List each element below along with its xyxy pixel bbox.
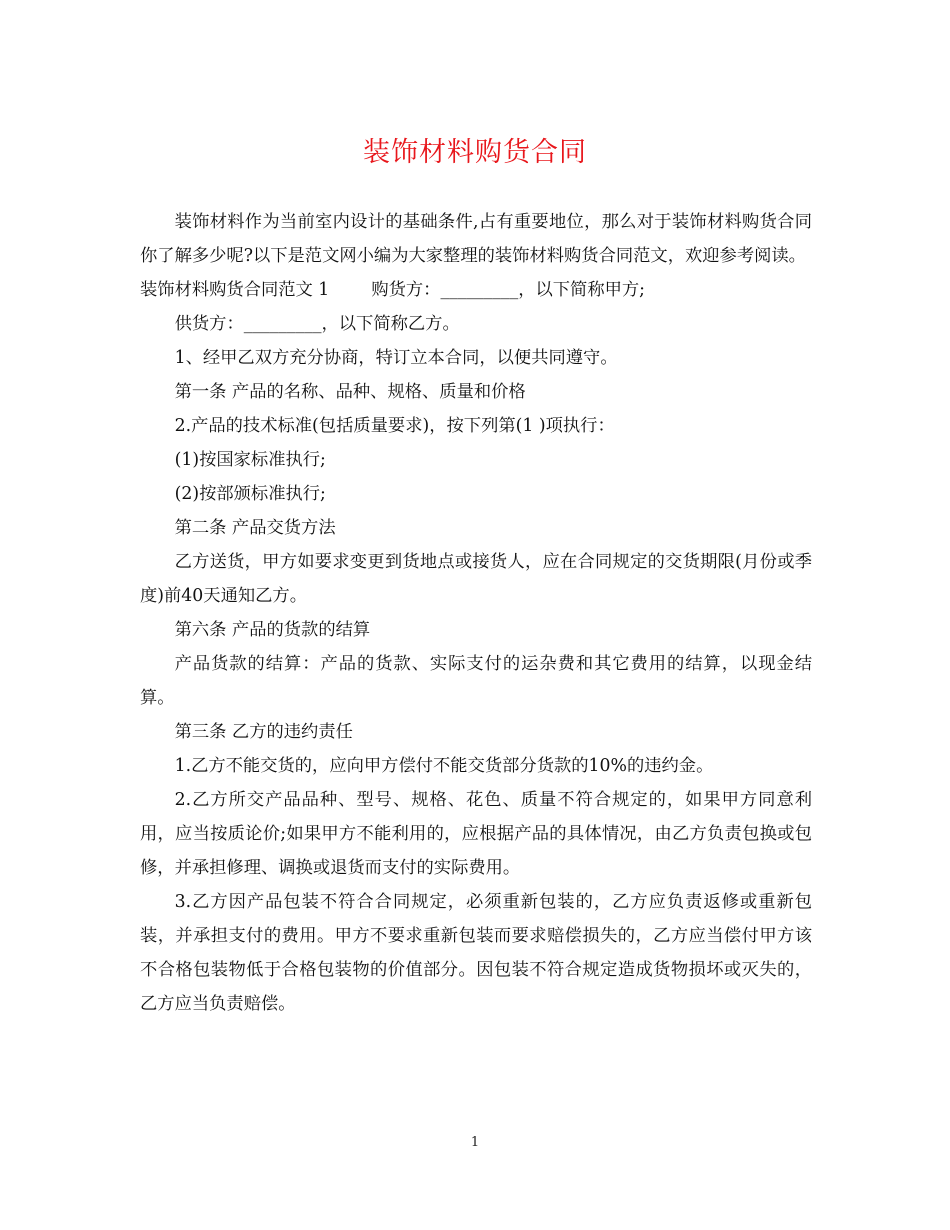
supplier-line: 供货方：_________，以下简称乙方。 <box>174 314 460 334</box>
intro-paragraph: 装饰材料作为当前室内设计的基础条件,占有重要地位，那么对于装饰材料购货合同你了解多少呢?以下是范文网小编为大家整理的装饰材料购货合同范文，欢迎参考阅读。 <box>140 212 812 266</box>
clause-paragraph: 2.乙方所交产品品种、型号、规格、花色、质量不符合规定的，如果甲方同意利用，应当按质论价;如果甲方不能利用的，应根据产品的具体情况，由乙方负责包换或包修，并承担修理、调换或退货而支付的实际费用。 <box>140 790 812 878</box>
clause-paragraph: 1、经甲乙双方充分协商，特订立本合同，以便共同遵守。 <box>174 348 618 368</box>
document-body <box>140 205 812 1021</box>
clause-paragraph: 乙方送货，甲方如要求变更到货地点或接货人，应在合同规定的交货期限(月份或季度)前40天通知乙方。 <box>140 552 812 606</box>
article-heading: 第三条 乙方的违约责任 <box>174 722 353 742</box>
buyer-line: 购货方：_________，以下简称甲方; <box>371 280 645 300</box>
clause-paragraph: 1.乙方不能交货的，应向甲方偿付不能交货部分货款的10%的违约金。 <box>174 756 714 776</box>
page-number: 1 <box>470 1135 480 1150</box>
sample-heading-line <box>140 273 812 307</box>
article-heading: 第一条 产品的名称、品种、规格、质量和价格 <box>174 382 526 402</box>
clause-paragraph: 2.产品的技术标准(包括质量要求)，按下列第(1 )项执行： <box>174 416 615 436</box>
clause-paragraph: 产品货款的结算：产品的货款、实际支付的运杂费和其它费用的结算，以现金结算。 <box>140 654 812 708</box>
document-title: 装饰材料购货合同 <box>363 137 587 168</box>
sample-label: 装饰材料购货合同范文 1 <box>140 280 330 300</box>
clause-paragraph: (2)按部颁标准执行; <box>174 484 326 504</box>
clause-paragraph: 3.乙方因产品包装不符合合同规定，必须重新包装的，乙方应负责返修或重新包装，并承担支付的费用。甲方不要求重新包装而要求赔偿损失的，乙方应当偿付甲方该不合格包装物低于合格包装物的价值部分。因包装不符合规定造成货物损坏或灭失的，乙方应当负责赔偿。 <box>140 892 812 1014</box>
clause-paragraph: (1)按国家标准执行; <box>174 450 326 470</box>
article-heading: 第六条 产品的货款的结算 <box>174 620 371 640</box>
article-heading: 第二条 产品交货方法 <box>174 518 336 538</box>
